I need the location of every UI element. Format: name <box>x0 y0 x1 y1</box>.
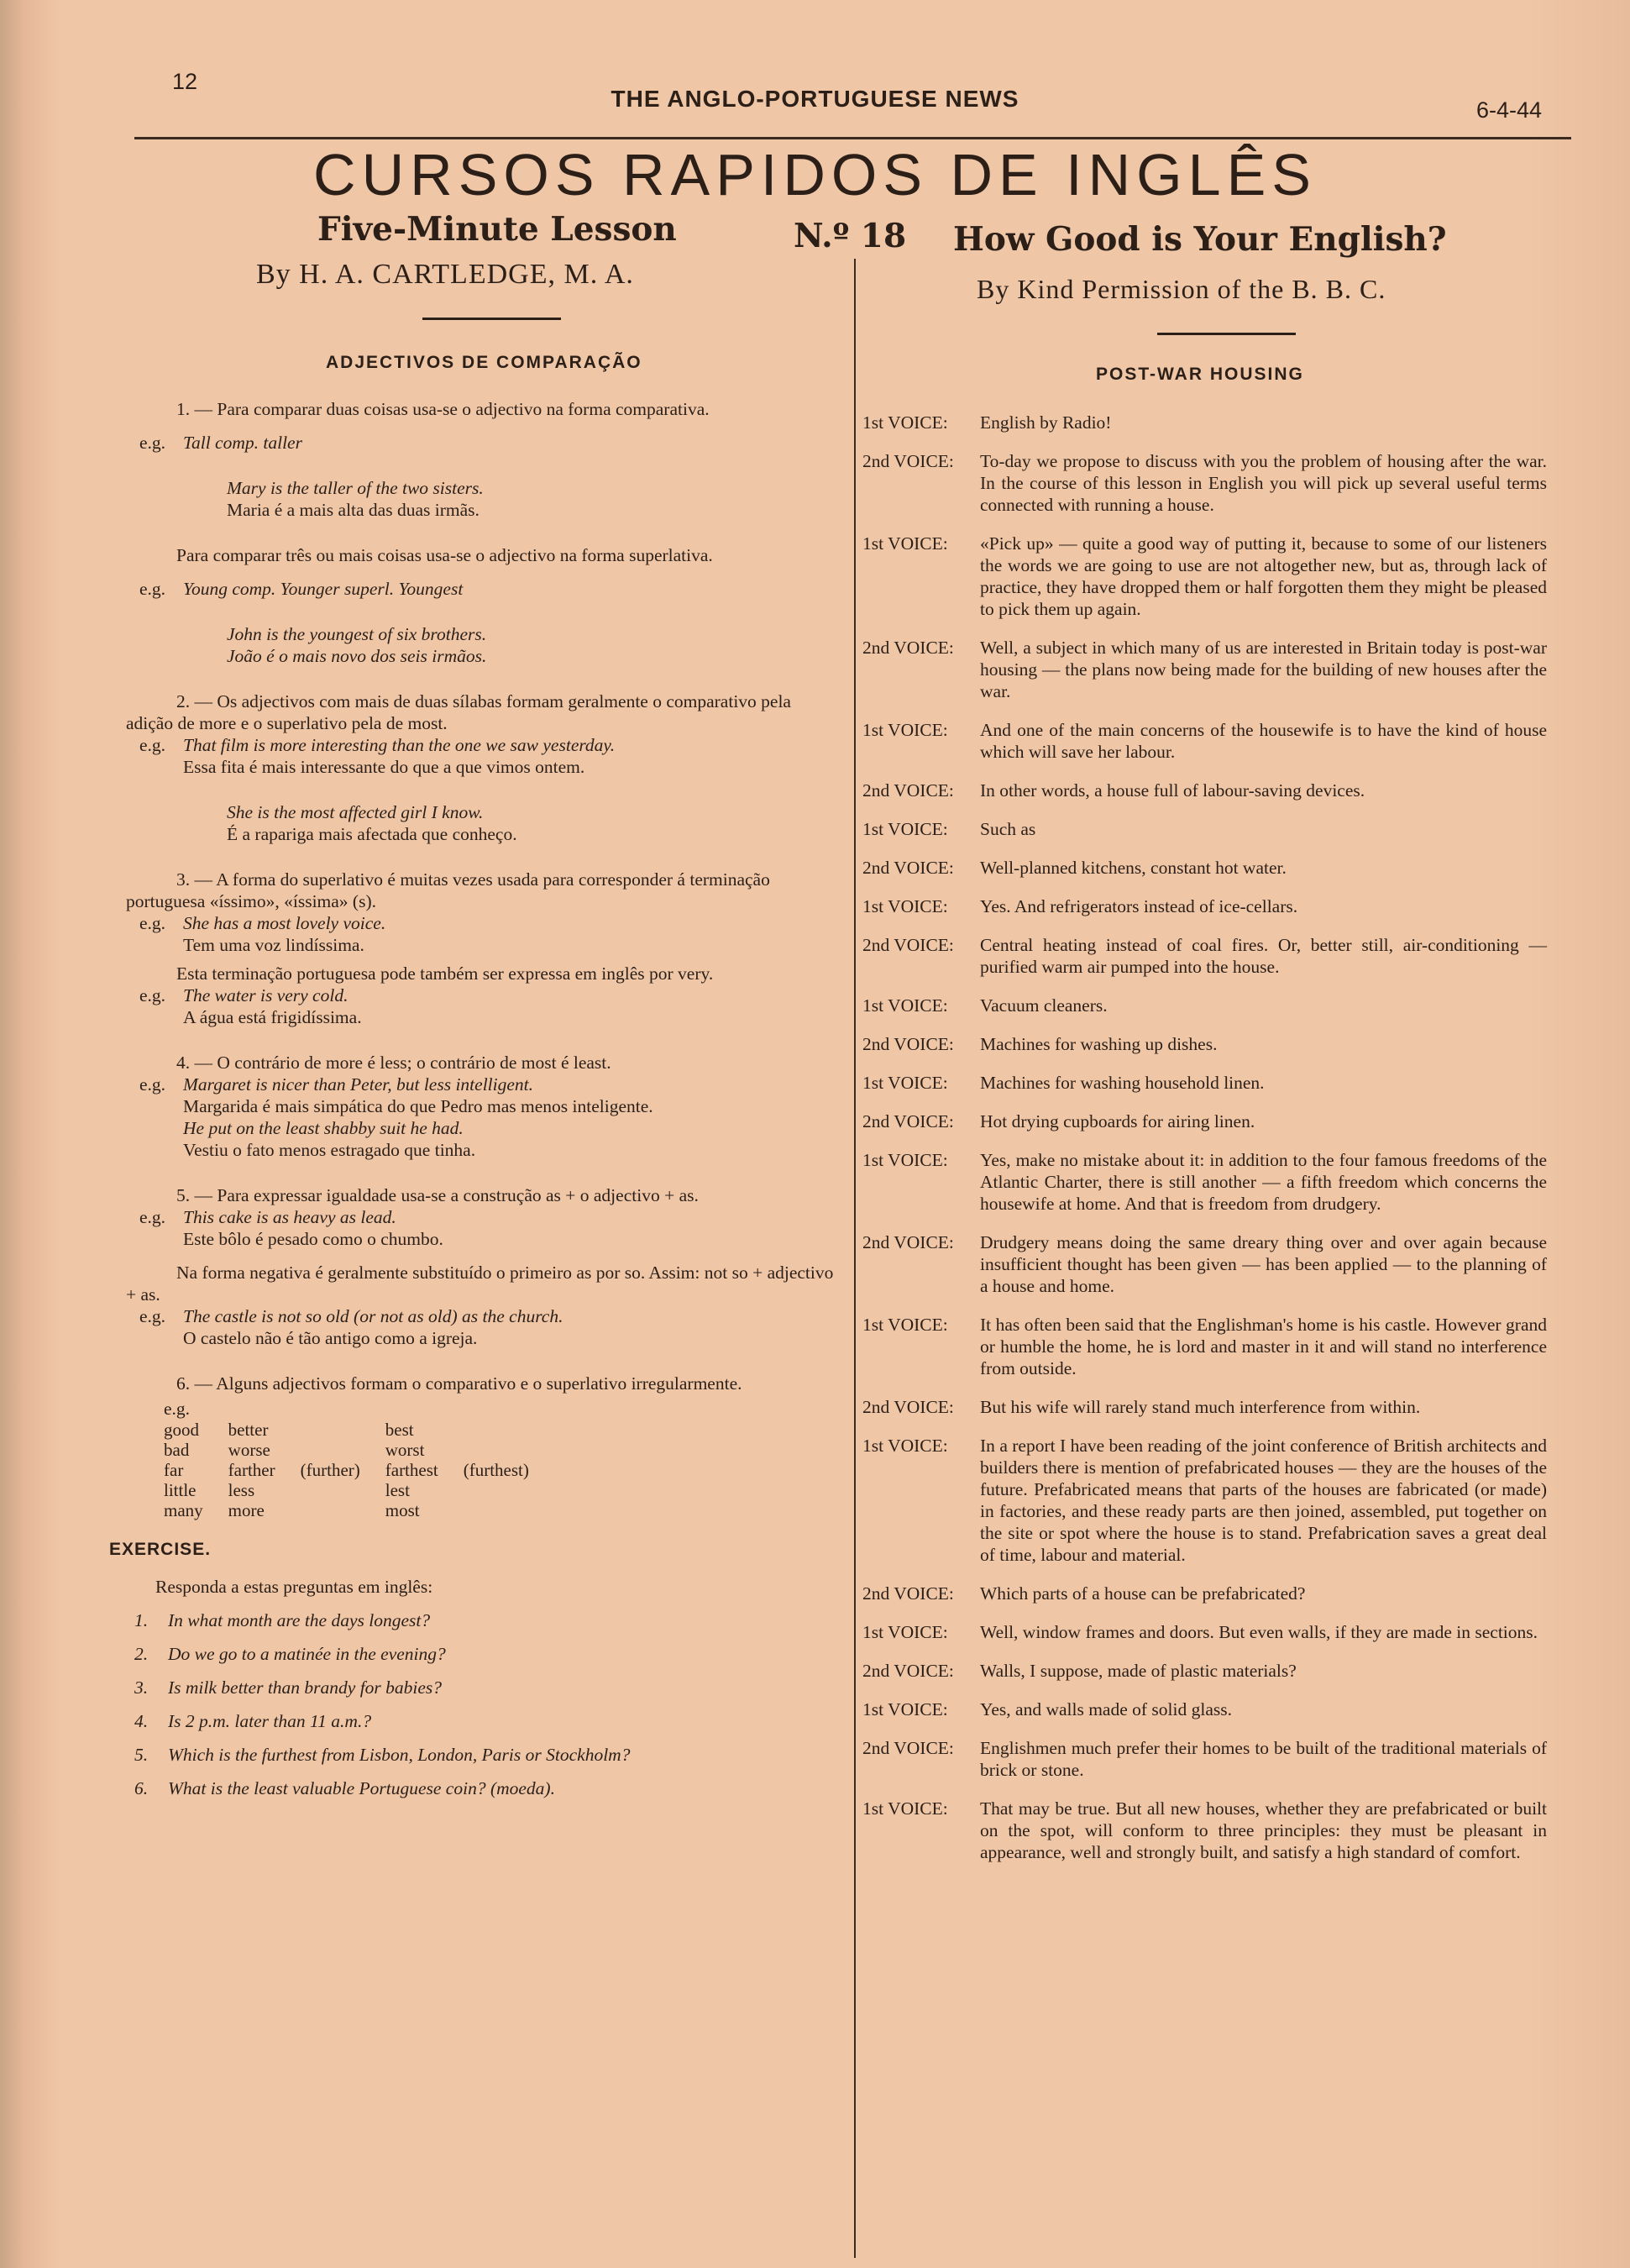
speaker-label: 1st VOICE: <box>862 1798 948 1819</box>
example <box>126 1074 836 1095</box>
example <box>126 912 836 934</box>
dialogue-text: Yes. And refrigerators instead of ice-cellars. <box>980 896 1298 916</box>
forms-cell: worse <box>228 1440 270 1460</box>
byline-left: By H. A. CARTLEDGE, M. A. <box>256 259 634 290</box>
dialogue-line <box>862 719 1547 763</box>
question-number: 2. <box>134 1644 149 1664</box>
example-portuguese: Este bôlo é pesado como o chumbo. <box>183 1229 443 1249</box>
byline-right-rule <box>1157 333 1296 335</box>
dialogue-text: Which parts of a house can be prefabricated? <box>980 1583 1306 1604</box>
dialogue-line <box>862 1396 1547 1418</box>
example <box>126 578 836 600</box>
dialogue-text: In a report I have been reading of the joint conference of British architects and builders there is mention of prefabricated houses — they are the houses of the future. Prefabricated means that parts of the houses are fabricated (or made) in factories, and these ready parts are then joined, assembled, put together on the site or spot where the house is to stand. Prefabrication saves a great deal of time, labour and material. <box>980 1436 1547 1565</box>
speaker-label: 2nd VOICE: <box>862 1232 954 1252</box>
dialogue-line <box>862 995 1547 1016</box>
example-english: Young comp. Younger superl. Youngest <box>183 579 464 599</box>
right-section-heading: POST-WAR HOUSING <box>1096 365 1304 384</box>
example-english: Tall comp. taller <box>183 433 302 453</box>
speaker-label: 1st VOICE: <box>862 819 948 839</box>
exercise-question <box>128 1643 836 1665</box>
speaker-label: 2nd VOICE: <box>862 451 954 471</box>
eg-label: e.g. <box>139 913 166 933</box>
exercise-question <box>128 1777 836 1799</box>
rule-5b-intro: Na forma negativa é geralmente substituído o primeiro as por so. Assim: not so + adjectivo + as. <box>126 1263 834 1305</box>
forms-cell: best <box>385 1420 414 1440</box>
forms-cell: many <box>164 1500 203 1520</box>
forms-cell <box>464 1420 554 1440</box>
example-english: Margaret is nicer than Peter, but less intelligent. <box>183 1074 534 1095</box>
speaker-label: 2nd VOICE: <box>862 1397 954 1417</box>
lesson-number: N.º 18 <box>794 217 907 255</box>
dialogue-text: Walls, I suppose, made of plastic materials? <box>980 1661 1297 1681</box>
dialogue-line <box>862 1072 1547 1094</box>
dialogue-text: Englishmen much prefer their homes to be built of the traditional materials of brick or stone. <box>980 1738 1547 1780</box>
dialogue-line <box>862 895 1547 917</box>
example <box>126 432 836 454</box>
forms-cell: farthest <box>385 1460 438 1480</box>
forms-cell: (furthest) <box>463 1460 529 1480</box>
dialogue-text: Machines for washing up dishes. <box>980 1034 1218 1054</box>
speaker-label: 1st VOICE: <box>862 1622 948 1642</box>
question-text: Is 2 p.m. later than 11 a.m.? <box>168 1711 372 1731</box>
right-column-dialogue <box>862 412 1547 2184</box>
forms-cell: worst <box>385 1440 425 1460</box>
example-english: He put on the least shabby suit he had. <box>183 1118 464 1138</box>
forms-cell <box>464 1480 554 1500</box>
rule-3-intro: 3. — A forma do superlativo é muitas vezes usada para corresponder á terminação portuguesa «íssimo», «íssima» (s). <box>126 869 770 911</box>
dialogue-line <box>862 1033 1547 1055</box>
dialogue-text: Yes, and walls made of solid glass. <box>980 1699 1232 1719</box>
dialogue-line <box>862 637 1547 702</box>
eg-label: e.g. <box>139 433 166 453</box>
example-portuguese: Tem uma voz lindíssima. <box>183 935 364 955</box>
page-number: 12 <box>172 69 198 94</box>
example-portuguese: Margarida é mais simpática do que Pedro mas menos inteligente. <box>183 1096 653 1116</box>
example-portuguese: A água está frigidíssima. <box>183 1007 362 1027</box>
example <box>126 1206 836 1228</box>
dialogue-line <box>862 1583 1547 1604</box>
example-portuguese: Essa fita é mais interessante do que a que vimos ontem. <box>183 757 585 777</box>
dialogue-line <box>862 1110 1547 1132</box>
eg-label: e.g. <box>139 735 166 755</box>
byline-left-rule <box>422 318 561 320</box>
left-column <box>109 398 836 2162</box>
dialogue-line <box>862 1621 1547 1643</box>
dialogue-text: Vacuum cleaners. <box>980 995 1108 1016</box>
example-english: This cake is as heavy as lead. <box>183 1207 396 1227</box>
forms-cell: farther <box>228 1460 275 1480</box>
forms-cell: little <box>164 1480 197 1500</box>
forms-row <box>164 1420 554 1440</box>
dialogue-line <box>862 818 1547 840</box>
eg-label: e.g. <box>139 1207 166 1227</box>
example <box>126 1305 836 1327</box>
forms-cell: far <box>164 1460 184 1480</box>
dialogue-line <box>862 533 1547 620</box>
feature-title: How Good is Your English? <box>953 220 1447 259</box>
rule-1b-intro: Para comparar três ou mais coisas usa-se o adjectivo na forma superlativa. <box>176 545 713 565</box>
dialogue-line <box>862 1698 1547 1720</box>
rule-1-intro: 1. — Para comparar duas coisas usa-se o adjectivo na forma comparativa. <box>176 399 710 419</box>
speaker-label: 2nd VOICE: <box>862 935 954 955</box>
exercise-question <box>128 1677 836 1698</box>
example-english: Mary is the taller of the two sisters. <box>227 478 484 498</box>
page-title: CURSOS RAPIDOS DE INGLÊS <box>313 142 1317 207</box>
dialogue-text: Well-planned kitchens, constant hot water. <box>980 858 1287 878</box>
question-number: 1. <box>134 1610 149 1630</box>
forms-cell <box>301 1480 385 1500</box>
question-number: 4. <box>134 1711 149 1731</box>
speaker-label: 2nd VOICE: <box>862 638 954 658</box>
exercise-questions <box>128 1609 836 1799</box>
speaker-label: 1st VOICE: <box>862 720 948 740</box>
forms-cell: better <box>228 1420 269 1440</box>
example-english: She has a most lovely voice. <box>183 913 386 933</box>
rule-2-intro: 2. — Os adjectivos com mais de duas sílabas formam geralmente o comparativo pela adição de more e o superlativo pela de most. <box>126 691 791 733</box>
example-portuguese: O castelo não é tão antigo como a igreja. <box>183 1328 478 1348</box>
eg-label: e.g. <box>164 1399 191 1419</box>
example-portuguese: Vestiu o fato menos estragado que tinha. <box>183 1140 476 1160</box>
speaker-label: 1st VOICE: <box>862 896 948 916</box>
forms-cell: less <box>228 1480 255 1500</box>
dialogue-line <box>862 1435 1547 1566</box>
question-number: 6. <box>134 1778 149 1798</box>
dialogue-line <box>862 1737 1547 1781</box>
eg-label: e.g. <box>139 1074 166 1095</box>
speaker-label: 1st VOICE: <box>862 533 948 554</box>
forms-cell: most <box>385 1500 420 1520</box>
question-number: 5. <box>134 1745 149 1765</box>
question-text: In what month are the days longest? <box>168 1610 431 1630</box>
dialogue-text: Machines for washing household linen. <box>980 1073 1265 1093</box>
dialogue-line <box>862 1660 1547 1682</box>
question-text: What is the least valuable Portuguese coin? (moeda). <box>168 1778 555 1798</box>
dialogue-text: It has often been said that the Englishman's home is his castle. However grand or humble the home, he is lord and master in it and will stand no interference from outside. <box>980 1315 1547 1378</box>
forms-cell <box>301 1440 385 1460</box>
dialogue-text: And one of the main concerns of the housewife is to have the kind of house which will save her labour. <box>980 720 1547 762</box>
byline-right: By Kind Permission of the B. B. C. <box>977 274 1386 304</box>
dialogue-line <box>862 412 1547 433</box>
dialogue-line <box>862 857 1547 879</box>
speaker-label: 1st VOICE: <box>862 1315 948 1335</box>
forms-cell: good <box>164 1420 199 1440</box>
eg-label: e.g. <box>139 579 166 599</box>
exercise-intro: Responda a estas preguntas em inglês: <box>155 1577 433 1597</box>
forms-cell: bad <box>164 1440 190 1460</box>
speaker-label: 2nd VOICE: <box>862 1111 954 1131</box>
question-text: Which is the furthest from Lisbon, London, Paris or Stockholm? <box>168 1745 631 1765</box>
column-divider <box>854 259 856 2258</box>
newspaper-name: THE ANGLO-PORTUGUESE NEWS <box>611 86 1019 112</box>
speaker-label: 2nd VOICE: <box>862 1583 954 1604</box>
speaker-label: 2nd VOICE: <box>862 780 954 801</box>
speaker-label: 2nd VOICE: <box>862 1738 954 1758</box>
exercise-question <box>128 1744 836 1766</box>
forms-cell <box>301 1420 385 1440</box>
dialogue-text: Central heating instead of coal fires. Or, better still, air-conditioning — purified warm air pumped into the house. <box>980 935 1547 977</box>
rule-6-intro: 6. — Alguns adjectivos formam o comparativo e o superlativo irregularmente. <box>176 1373 742 1394</box>
example-portuguese: João é o mais novo dos seis irmãos. <box>227 646 487 666</box>
speaker-label: 2nd VOICE: <box>862 1661 954 1681</box>
dialogue-text: Well, a subject in which many of us are interested in Britain today is post-war housing — the plans now being made for the building of new houses after the war. <box>980 638 1547 701</box>
forms-row <box>164 1460 554 1480</box>
forms-row <box>164 1500 554 1520</box>
example-english: The water is very cold. <box>183 985 349 1005</box>
dialogue-text: That may be true. But all new houses, whether they are prefabricated or built on the spot, will conform to three principles: they must be pleasant in appearance, well and strongly built, and satisfy a high standard of comfort. <box>980 1798 1547 1862</box>
speaker-label: 1st VOICE: <box>862 1073 948 1093</box>
dialogue-text: Hot drying cupboards for airing linen. <box>980 1111 1255 1131</box>
question-text: Do we go to a matinée in the evening? <box>168 1644 446 1664</box>
dialogue-line <box>862 1314 1547 1379</box>
forms-cell: more <box>228 1500 265 1520</box>
example-portuguese: É a rapariga mais afectada que conheço. <box>227 824 517 844</box>
forms-row <box>164 1480 554 1500</box>
rule-5-intro: 5. — Para expressar igualdade usa-se a construção as + o adjectivo + as. <box>176 1185 699 1205</box>
speaker-label: 1st VOICE: <box>862 1436 948 1456</box>
speaker-label: 1st VOICE: <box>862 1699 948 1719</box>
example-portuguese: Maria é a mais alta das duas irmãs. <box>227 500 480 520</box>
dialogue-line <box>862 1149 1547 1215</box>
dialogue-text: «Pick up» — quite a good way of putting it, because to some of our listeners the words we are going to use are not altogether new, but as, through lack of practice, they have dropped them or half forgotten them they might be pleased to pick them up again. <box>980 533 1547 619</box>
header-rule <box>134 137 1571 139</box>
speaker-label: 1st VOICE: <box>862 412 948 433</box>
forms-cell <box>301 1500 385 1520</box>
dialogue-text: Drudgery means doing the same dreary thing over and over again because insufficient thought has been given — has been applied — to the planning of a house and home. <box>980 1232 1547 1296</box>
example-english: John is the youngest of six brothers. <box>227 624 487 644</box>
example-english: She is the most affected girl I know. <box>227 802 484 822</box>
dialogue-line <box>862 934 1547 978</box>
dialogue-line <box>862 1231 1547 1297</box>
speaker-label: 2nd VOICE: <box>862 1034 954 1054</box>
dialogue-text: But his wife will rarely stand much interference from within. <box>980 1397 1421 1417</box>
eg-label: e.g. <box>139 985 166 1005</box>
speaker-label: 2nd VOICE: <box>862 858 954 878</box>
forms-cell: (further) <box>300 1460 360 1480</box>
dialogue-line <box>862 780 1547 801</box>
lesson-title: Five-Minute Lesson <box>317 210 677 249</box>
issue-date: 6-4-44 <box>1475 97 1542 123</box>
example <box>126 734 836 756</box>
example-english: That film is more interesting than the one we saw yesterday. <box>183 735 616 755</box>
left-section-heading: ADJECTIVOS DE COMPARAÇÃO <box>326 353 642 372</box>
rule-4-intro: 4. — O contrário de more é less; o contrário de most é least. <box>176 1053 611 1073</box>
dialogue-text: To-day we propose to discuss with you the problem of housing after the war. In the course of this lesson in English you will pick up several useful terms connected with running a house. <box>980 451 1547 515</box>
dialogue-line <box>862 450 1547 516</box>
dialogue-text: Yes, make no mistake about it: in addition to the four famous freedoms of the Atlantic Charter, there is still another — a fifth freedom which concerns the housewife at home. And that is freedom from drudgery. <box>980 1150 1547 1214</box>
dialogue-line <box>862 1798 1547 1863</box>
question-text: Is milk better than brandy for babies? <box>168 1677 443 1698</box>
forms-cell <box>464 1440 554 1460</box>
eg-label: e.g. <box>139 1306 166 1326</box>
exercise-question <box>128 1609 836 1631</box>
speaker-label: 1st VOICE: <box>862 1150 948 1170</box>
forms-cell <box>464 1500 554 1520</box>
exercise-heading: EXERCISE. <box>109 1540 212 1559</box>
forms-row <box>164 1440 554 1460</box>
dialogue-text: In other words, a house full of labour-saving devices. <box>980 780 1365 801</box>
dialogue-text: Such as <box>980 819 1036 839</box>
question-number: 3. <box>134 1677 149 1698</box>
exercise-question <box>128 1710 836 1732</box>
forms-cell: lest <box>385 1480 410 1500</box>
dialogue-text: English by Radio! <box>980 412 1112 433</box>
rule-3b-intro: Esta terminação portuguesa pode também ser expressa em inglês por very. <box>176 963 714 984</box>
dialogue-text: Well, window frames and doors. But even walls, if they are made in sections. <box>980 1622 1538 1642</box>
speaker-label: 1st VOICE: <box>862 995 948 1016</box>
example <box>126 984 836 1006</box>
example-english: The castle is not so old (or not as old) as the church. <box>183 1306 563 1326</box>
irregular-forms-table <box>164 1420 554 1520</box>
